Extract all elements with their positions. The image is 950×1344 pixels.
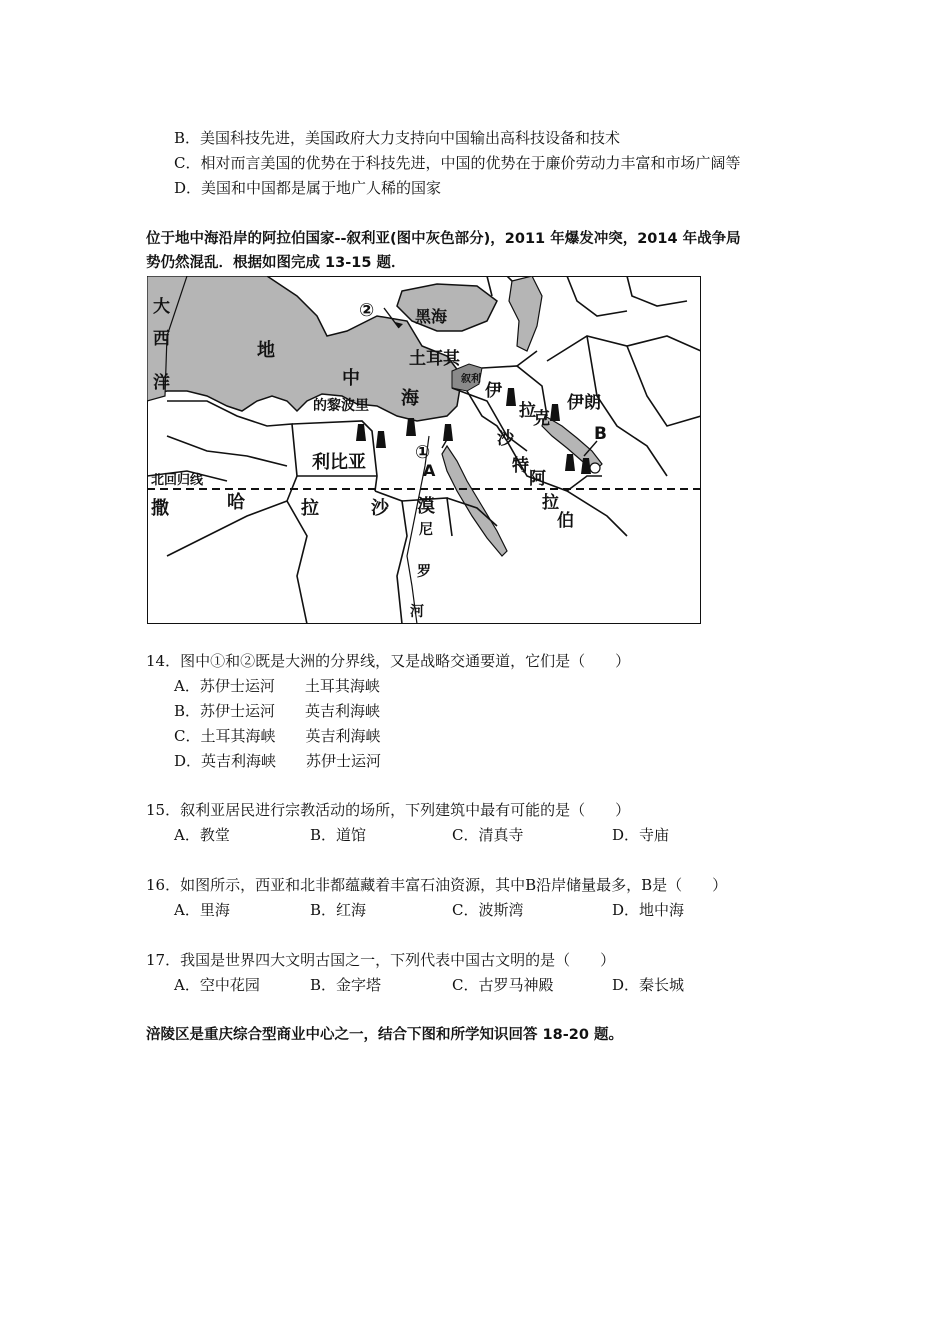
intro-line-2: 势仍然混乱．根据如图完成 13-15 题． (146, 255, 406, 271)
map-label-nile-3: 河 (410, 604, 424, 620)
map-label-iraq-3: 克 (533, 409, 550, 429)
map-label-sahara-1: 撒 (151, 498, 169, 519)
question-17-stem: 17．我国是世界四大文明古国之一，下列代表中国古文明的是（ ） (146, 951, 616, 969)
map-label-sahara-4: 沙 (371, 498, 389, 519)
question-15-option-a: A．教堂 (174, 826, 230, 844)
question-15-option-c: C．清真寺 (452, 826, 524, 844)
question-16-stem: 16．如图所示，西亚和北非都蕴藏着丰富石油资源，其中B沿岸储量最多，B是（ ） (146, 876, 728, 894)
map-label-nile-2: 罗 (417, 564, 431, 580)
map-label-nile-1: 尼 (419, 522, 433, 538)
map-label-saudi-3: 阿 (529, 469, 546, 489)
question-16-option-c: C．波斯湾 (452, 901, 524, 919)
map-label-med-3: 海 (401, 388, 419, 409)
map-label-saudi-5: 伯 (557, 511, 574, 531)
map-label-iraq-1: 伊 (485, 381, 502, 401)
map-label-atlantic-2: 西 (153, 329, 170, 349)
map-label-black-sea: 黑海 (415, 307, 448, 326)
question-17-option-c: C．古罗马神殿 (452, 976, 554, 994)
map-letter-a: A (423, 461, 436, 480)
map-label-saudi-2: 特 (512, 456, 529, 476)
next-intro: 涪陵区是重庆综合型商业中心之一，结合下图和所学知识回答 18-20 题。 (146, 1027, 623, 1043)
question-16-option-b: B．红海 (310, 901, 367, 919)
map-label-turkey: 土耳其 (409, 349, 460, 369)
intro-line-1: 位于地中海沿岸的阿拉伯国家--叙利亚(图中灰色部分)，2011 年爆发冲突，2014 年战争局 (146, 231, 741, 247)
map-marker-2: ② (359, 300, 375, 321)
map-letter-b: B (594, 424, 607, 444)
map-label-tripoli: 的黎波里 (313, 398, 369, 414)
option-c-prev: C．相对而言美国的优势在于科技先进，中国的优势在于廉价劳动力丰富和市场广阔等 (174, 154, 741, 172)
question-17-option-b: B．金字塔 (310, 976, 382, 994)
question-14-option-a: A．苏伊士运河 土耳其海峡 (174, 677, 380, 695)
question-15-option-d: D．寺庙 (612, 826, 670, 844)
map-label-med-2: 中 (342, 368, 360, 389)
question-14-option-b: B．苏伊士运河 英吉利海峡 (174, 702, 381, 720)
map-label-atlantic-3: 洋 (153, 373, 170, 393)
map-label-tropic: 北回归线 (151, 473, 204, 488)
question-17-option-a: A．空中花园 (174, 976, 260, 994)
question-14-option-c: C．土耳其海峡 英吉利海峡 (174, 727, 381, 745)
map-marker-1: ① (415, 442, 431, 463)
syria-region-map (147, 276, 701, 624)
question-17-option-d: D．秦长城 (612, 976, 685, 994)
option-b-prev: B．美国科技先进，美国政府大力支持向中国输出高科技设备和技术 (174, 129, 621, 147)
map-label-iran: 伊朗 (567, 393, 601, 413)
map-label-atlantic-1: 大 (153, 297, 170, 317)
question-14-option-d: D．英吉利海峡 苏伊士运河 (174, 752, 382, 770)
question-14-stem: 14．图中①和②既是大洲的分界线，又是战略交通要道，它们是（ ） (146, 652, 631, 670)
question-16-option-d: D．地中海 (612, 901, 685, 919)
map-label-saudi-4: 拉 (542, 493, 559, 513)
map-label-saudi-1: 沙 (497, 429, 514, 449)
question-15-option-b: B．道馆 (310, 826, 367, 844)
question-15-stem: 15．叙利亚居民进行宗教活动的场所，下列建筑中最有可能的是（ ） (146, 801, 631, 819)
map-label-med-1: 地 (257, 340, 275, 361)
map-label-libya: 利比亚 (312, 452, 366, 473)
map-label-sahara-2: 哈 (227, 492, 245, 513)
map-label-iraq-2: 拉 (519, 401, 536, 421)
map-label-sahara-5: 漠 (417, 496, 435, 517)
map-label-sahara-3: 拉 (301, 498, 319, 519)
option-d-prev: D．美国和中国都是属于地广人稀的国家 (174, 179, 442, 197)
question-16-option-a: A．里海 (174, 901, 230, 919)
map-label-syria: 叙利 (461, 374, 481, 385)
